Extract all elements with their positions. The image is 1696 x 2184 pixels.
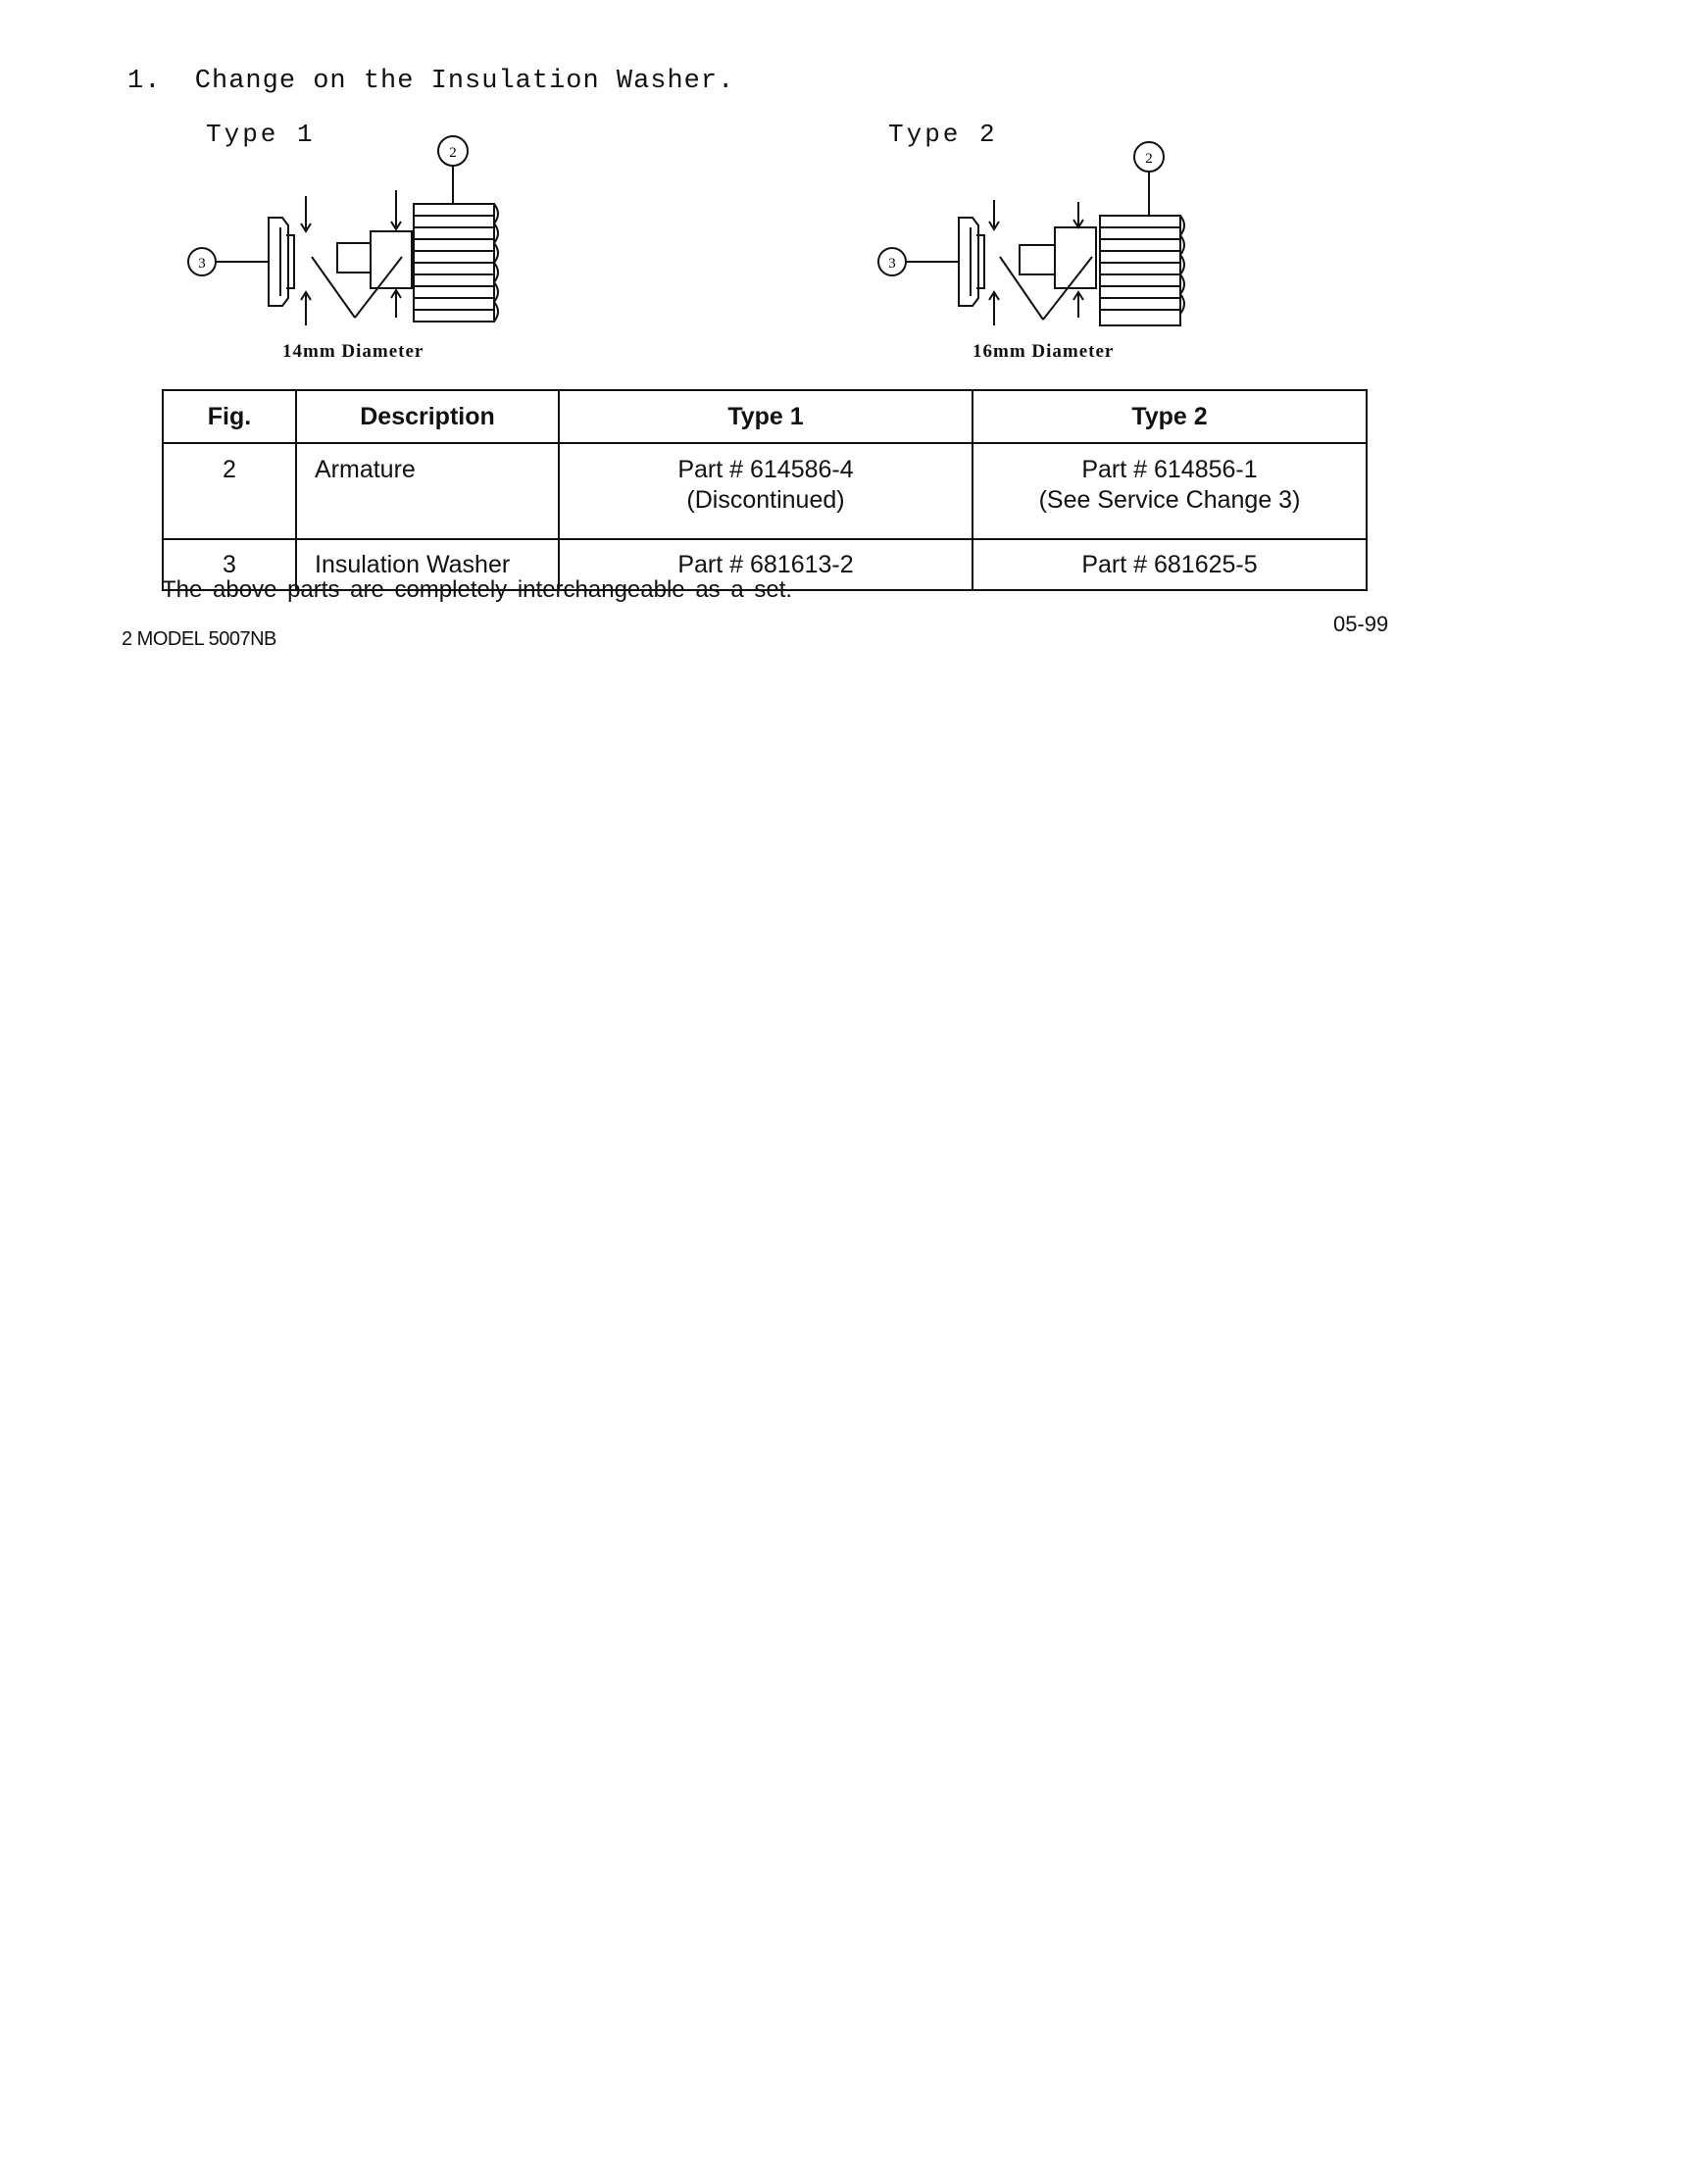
callout-2-text: 2: [449, 145, 457, 161]
section-heading: 1. Change on the Insulation Washer.: [127, 67, 735, 96]
header-fig: Fig.: [163, 390, 296, 443]
cell-type2: [973, 443, 1367, 539]
type1-diameter-caption: 14mm Diameter: [282, 341, 424, 362]
date-code-footer: 05-99: [1333, 612, 1389, 636]
type2-armature-diagram: [873, 125, 1235, 371]
cell-description: Armature: [296, 443, 559, 539]
cell-description: Insulation Washer: [296, 539, 559, 590]
callout-3-text: 3: [198, 256, 206, 272]
cell-type1: Part # 681613-2: [559, 539, 973, 590]
header-type2: Type 2: [973, 390, 1367, 443]
type1-armature-diagram: [182, 125, 545, 371]
type1-status-note: (Discontinued): [686, 486, 845, 514]
page-model-footer: 2 MODEL 5007NB: [122, 628, 276, 650]
type2-part-number: Part # 614856-1: [1081, 456, 1258, 483]
cell-fig: 3: [163, 539, 296, 590]
type2-diameter-caption: 16mm Diameter: [973, 341, 1115, 362]
header-type1: Type 1: [559, 390, 973, 443]
type1-part-number: Part # 614586-4: [677, 456, 854, 483]
cell-type1: [559, 443, 973, 539]
table-header-row: [163, 390, 1367, 443]
header-description: Description: [296, 390, 559, 443]
table-row: [163, 443, 1367, 539]
type2-label: Type 2: [888, 120, 998, 149]
parts-table: [162, 389, 1368, 591]
type2-status-note: (See Service Change 3): [1038, 486, 1301, 514]
cell-fig: 2: [163, 443, 296, 539]
type1-label: Type 1: [206, 120, 316, 149]
callout-2-text: 2: [1145, 151, 1153, 167]
interchangeability-note: The above parts are completely interchangeable as a set.: [162, 576, 793, 603]
callout-3-text: 3: [888, 256, 896, 272]
cell-type2: Part # 681625-5: [973, 539, 1367, 590]
